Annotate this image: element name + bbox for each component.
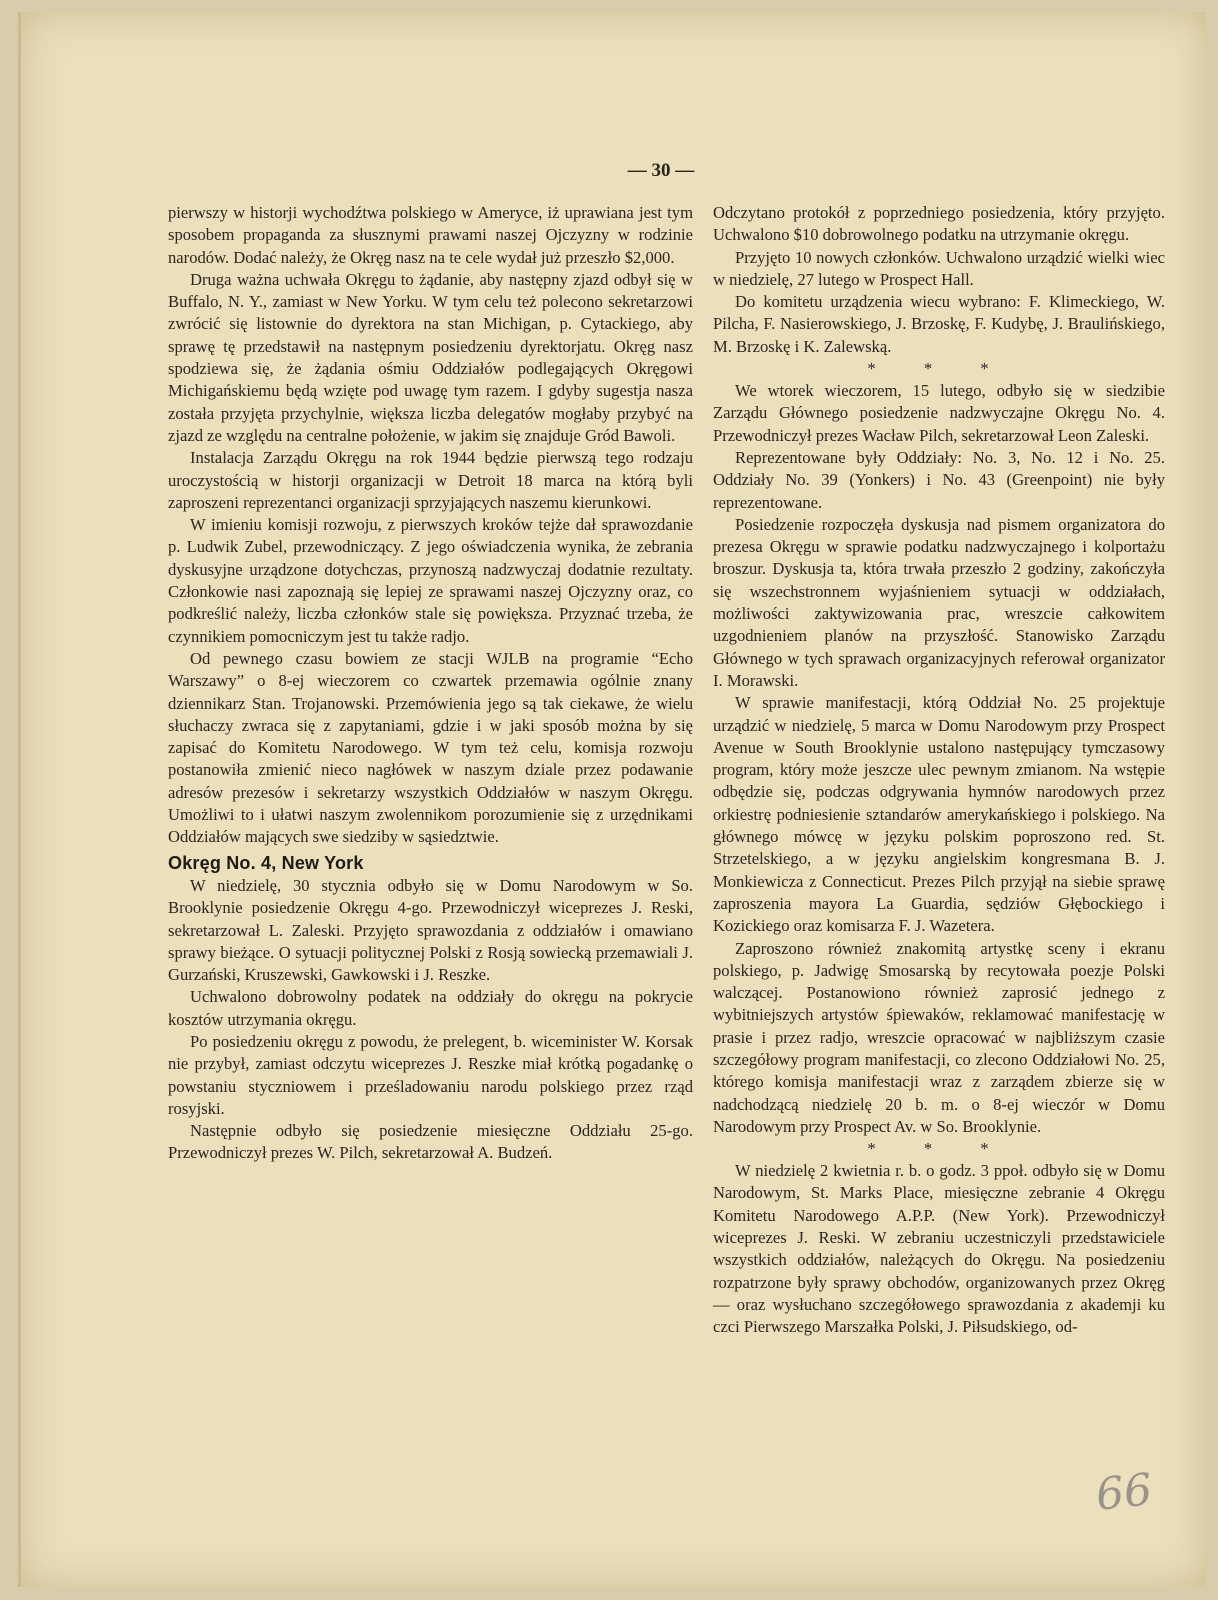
section-separator: * * * bbox=[867, 359, 1011, 379]
right-column bbox=[713, 202, 1165, 1339]
paragraph: Reprezentowane były Oddziały: No. 3, No. 12 i No. 25. Oddziały No. 39 (Yonkers) i No. 43 (Greenpoint) nie były reprezentowane. bbox=[713, 447, 1165, 512]
paragraph: Od pewnego czasu bowiem ze stacji WJLB na programie “Echo Warszawy” o 8-ej wieczorem co czwartek przemawia ogólnie znany dziennikarz Stan. Trojanowski. Przemówienia jego są tak ciekawe, że wielu słuchaczy zwraca się z zapytaniami, gdzie i w jaki sposób można by się zapisać do Komitetu Narodowego. W tym też celu, komisja rozwoju postanowiła zmienić nieco nagłówek w naszym dziale przez podawanie adresów prezesów i sekretarzy wszystkich Oddziałów w naszym Okręgu. Umożliwi to i ułatwi naszym zwolennikom porozumienie się z urzędnikami Oddziałów mających swe siedziby w sąsiedztwie. bbox=[168, 648, 693, 847]
paragraph: W imieniu komisji rozwoju, z pierwszych kroków tejże dał sprawozdanie p. Ludwik Zubel, przewodniczący. Z jego oświadczenia wynika, że zebrania dyskusyjne urządzone dotychczas, przynoszą nadzwyczaj dodatnie rezultaty. Członkowie nasi zapoznają się lepiej ze sprawami naszej Ojczyzny oraz, co podkreślić należy, liczba członków stale się powiększa. Przyznać trzeba, że czynnikiem pomocniczym jest tu także radjo. bbox=[168, 515, 693, 646]
paragraph: Po posiedzeniu okręgu z powodu, że prelegent, b. wiceminister W. Korsak nie przybył, zamiast odczytu wiceprezes J. Reszke miał krótką pogadankę o powstaniu styczniowem i prześladowaniu narodu polskiego przez rząd rosyjski. bbox=[168, 1031, 693, 1118]
paragraph: We wtorek wieczorem, 15 lutego, odbyło się w siedzibie Zarządu Głównego posiedzenie nadzwyczajne Okręgu No. 4. Przewodniczył prezes Wacław Pilch, sekretarzował Leon Zaleski. bbox=[713, 381, 1165, 445]
paragraph: Odczytano protokół z poprzedniego posiedzenia, który przyjęto. Uchwalono $10 dobrowolnego podatku na utrzymanie okręgu. bbox=[713, 203, 1165, 245]
paragraph: Instalacja Zarządu Okręgu na rok 1944 będzie pierwszą tego rodzaju uroczystością w historji organizacji w Detroit 18 marca na którą byli zaproszeni reprezentanci organizacji sprzyjających naszemu kierunkowi. bbox=[168, 448, 693, 512]
paragraph: pierwszy w historji wychodźtwa polskiego w Ameryce, iż uprawiana jest tym sposobem propaganda za słusznymi prawami naszej Ojczyzny w rodzinie narodów. Dodać należy, że Okręg nasz na te cele wydał już przeszło $2,000. bbox=[168, 203, 693, 267]
paragraph: Przyjęto 10 nowych członków. Uchwalono urządzić wielki wiec w niedzielę, 27 lutego w Prospect Hall. bbox=[713, 247, 1165, 289]
paragraph: Do komitetu urządzenia wiecu wybrano: F. Klimeckiego, W. Pilcha, F. Nasierowskiego, J. Brzoskę, F. Kudybę, J. Braulińskiego, M. Brzoskę i K. Zalewską. bbox=[713, 292, 1165, 356]
paragraph: W niedzielę 2 kwietnia r. b. o godz. 3 ppoł. odbyło się w Domu Narodowym, St. Marks Place, miesięczne zebranie 4 Okręgu Komitetu Narodowego A.P.P. (New York). Przewodniczył wiceprezes J. Reski. W zebraniu uczestniczyli przedstawiciele wszystkich oddziałów, należących do Okręgu. Na posiedzeniu rozpatrzone były sprawy obchodów, organizowanych przez Okręg — oraz wysłuchano szczegółowego sprawozdania z akademji ku czci Pierwszego Marszałka Polski, J. Piłsudskiego, od- bbox=[713, 1161, 1165, 1337]
paragraph: Posiedzenie rozpoczęła dyskusja nad pismem organizatora do prezesa Okręgu w sprawie podatku nadzwyczajnego i kolportażu broszur. Dyskusja ta, która trwała przeszło 2 godziny, zakończyła się wszechstronnem wyjaśnieniem sytuacji w oddziałach, możliwości zaktywizowania prac, wreszcie całkowitem uzgodnieniem planów na przyszłość. Stanowisko Zarządu Głównego w tych sprawach organizacyjnych referował organizator I. Morawski. bbox=[713, 514, 1165, 690]
paragraph: Druga ważna uchwała Okręgu to żądanie, aby następny zjazd odbył się w Buffalo, N. Y., zamiast w New Yorku. W tym celu też polecono sekretarzowi zwrócić się listownie do dyrektora na stan Michigan, p. Cytackiego, aby sprawę tę przedstawił na następnym posiedzeniu dyrektorjatu. Okręg nasz spodziewa się, że żądania ośmiu Oddziałów podlegających Okręgowi Michigańskiemu będą wzięte pod uwagę tym razem. I gdyby sugestja nasza została przyjęta przychylnie, większa liczba delegatów mogłaby przybyć na zjazd ze względu na centralne położenie, w jakim się znajduje Gród Bawoli. bbox=[168, 269, 693, 445]
handwritten-page-note: 66 bbox=[1093, 1464, 1155, 1521]
paragraph: Następnie odbyło się posiedzenie miesięczne Oddziału 25-go. Przewodniczył prezes W. Pilch, sekretarzował A. Budzeń. bbox=[168, 1121, 693, 1163]
paragraph: W niedzielę, 30 stycznia odbyło się w Domu Narodowym w So. Brooklynie posiedzenie Okręgu 4-go. Przewodniczył wiceprezes J. Reski, sekretarzował L. Zaleski. Przyjęto sprawozdania z oddziałów i omawiano sprawy bieżące. O sytuacji politycznej Polski z Rosją sowiecką przemawiali J. Gurzański, Kruszewski, Gawkowski i J. Reszke. bbox=[168, 875, 693, 985]
document-page bbox=[18, 12, 1206, 1587]
section-heading: Okręg No. 4, New York bbox=[168, 852, 364, 873]
paragraph: Zaproszono również znakomitą artystkę sceny i ekranu polskiego, p. Jadwigę Smosarską by recytowała poezje Polski walczącej. Postanowiono również zaprosić jednego z wybitniejszych artystów śpiewaków, reklamować manifestację w prasie i przez radjo, wreszcie opracować w najbliższym czasie szczegółowy program manifestacji, co zlecono Oddziałowi No. 25, którego komisja manifestacji wraz z zarządem zbierze się w nadchodzącą niedzielę 20 b. m. o 8-ej wieczór w Domu Narodowym przy Prospect Av. w So. Brooklynie. bbox=[713, 938, 1165, 1136]
left-column bbox=[168, 202, 693, 1165]
page-number: — 30 — bbox=[627, 160, 695, 181]
paragraph: Uchwalono dobrowolny podatek na oddziały do okręgu na pokrycie kosztów utrzymania okręgu. bbox=[168, 987, 693, 1029]
section-separator: * * * bbox=[867, 1139, 1011, 1159]
paragraph: W sprawie manifestacji, którą Oddział No. 25 projektuje urządzić w niedzielę, 5 marca w Domu Narodowym przy Prospect Avenue w South Brooklynie ustalono następujący tymczasowy program, który może jeszcze ulec pewnym zmianom. Na wstępie odbędzie się, podczas odgrywania hymnów narodowych przez orkiestrę podniesienie sztandarów amerykańskiego i polskiego. Na głównego mówcę w języku polskim poproszono red. St. Strzetelskiego, a w języku angielskim kongresmana B. J. Monkiewicza z Connecticut. Prezes Pilch przyjął na siebie sprawę zaproszenia mayora La Guardia, sędziów Głębockiego i Kozickiego oraz komisarza F. J. Wazetera. bbox=[713, 693, 1165, 936]
